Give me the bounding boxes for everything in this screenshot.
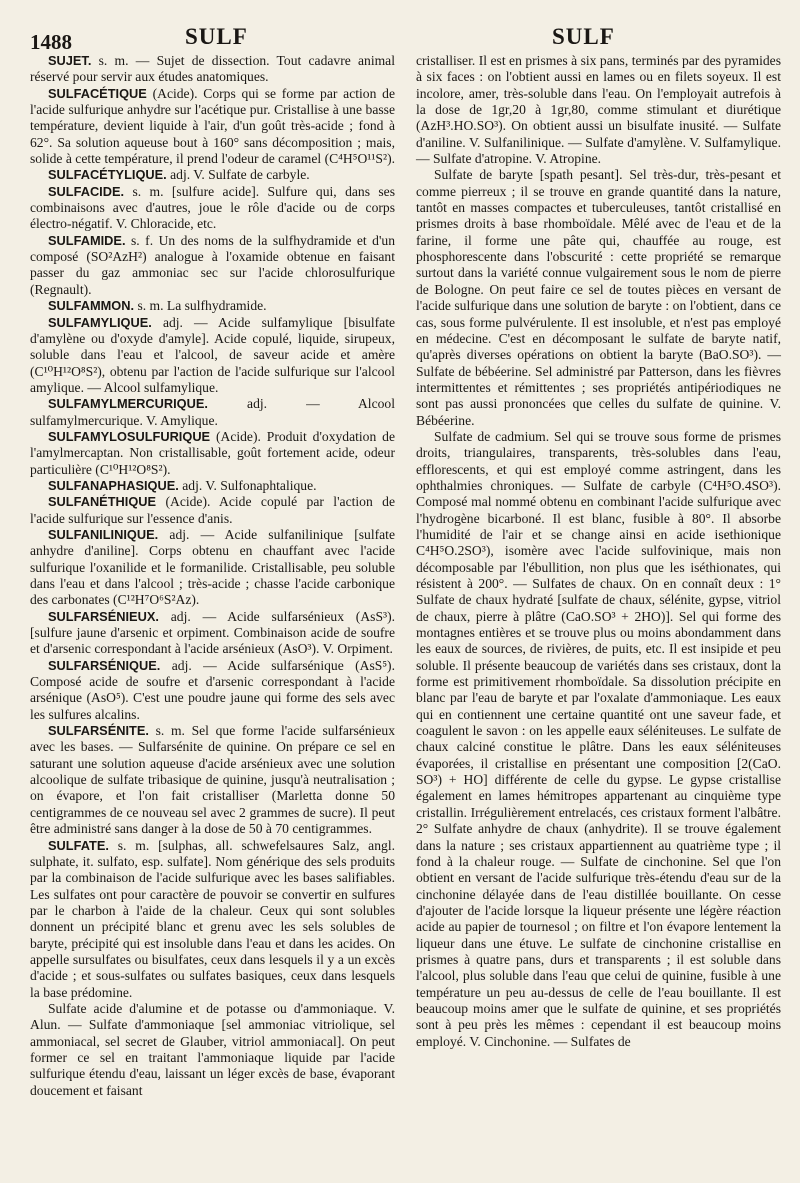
running-head-right: SULF bbox=[552, 24, 615, 49]
entry-sulfamylmercurique: SULFAMYLMERCURIQUE. adj. — Alcool sulfamylmercurique. V. Amylique. bbox=[30, 396, 395, 428]
entry-sulfamide: SULFAMIDE. s. f. Un des noms de la sulfhydramide et d'un composé (SO²AzH²) analogue à l'oxamide obtenue en faisant passer du gaz ammoniac sec sur l'acide chlorosulfurique (Regnault). bbox=[30, 232, 395, 297]
page-number: 1488 bbox=[30, 30, 72, 54]
para-sulfate-cadmium: Sulfate de cadmium. Sel qui se trouve sous forme de prismes droits, triangulaires, transparents, très-solubles dans l'eau, efflorescents, et qui est employé comme astringent, dans les ophthalmies chroniques. — Sulfate de carbyle (C⁴H⁵O.4SO³). Composé mal nommé obtenu en combinant l'acide sulfurique avec l'hydrogène bicarboné. Il est blanc, fusible à 80°. Il absorbe l'humidité de l'air et se change ainsi en acide isethionique C⁴H⁵O.2SO³), isomère avec l'acide sulfovinique, mais non décomposable par l'ébullition, non plus que les iséthionates, qui résistent à 200°. — Sulfates de chaux. On en connaît deux : 1° Sulfate de chaux hydraté [sulfate de chaux, sélénite, gypse, vitriol de chaux, pierre à plâtre (CaO.SO³ + 2HO)]. Sel qui forme des montagnes entières et se trouve plus ou moins abondamment dans les eaux de sources, de rivières, de puits, etc. Il est insipide et peu soluble. Il présente beaucoup de variétés dans ses cristaux, dont la forme est primitivement rhomboïdale. Sa dissolution précipite en blanc par l'eau de baryte et par l'oxalate d'ammoniaque. Les eaux qui en contiennent une certaine quantité ont une saveur fade, et coagulent le savon : on les appelle eaux séléniteuses. Le sulfate de chaux calciné constitue le plâtre. Dans les eaux séléniteuses évaporées, il cristallise en présentant une composition [2(CaO. SO³) + HO] différente de celle du gypse. Le gypse cristallise également en lames hémitropes appartenant au cinquième type cristallin. Irrégulièrement entrelacés, ces cristaux forment l'albâtre. 2° Sulfate anhydre de chaux (anhydrite). Il se trouve également dans la nature ; ses cristaux appartiennent au quatrième type ; il fond à la chaleur rouge. — Sulfate de cinchonine. Sel que l'on obtient en versant de l'acide sulfurique très-étendu d'eau sur de la cinchonine délayée dans de l'eau distillée bouillante. On cesse d'ajouter de l'acide lorsque la liqueur présente une légère réaction acide au papier de tournesol ; on filtre et l'on évapore lentement la liqueur dans une étuve. Le sulfate de cinchonine cristallise en prismes à quatre pans, durs et transparents ; il est soluble dans l'alcool, plus soluble dans l'eau que celui de quinine, fusible à une température un peu au-dessus de celle de l'eau bouillante. Il est beaucoup moins amer que le sulfate de quinine, et ses propriétés sont à peu près les mêmes : cependant il est beaucoup moins employé. V. Cinchonine. — Sulfates de bbox=[416, 428, 781, 1049]
entry-sulfarsenieux: SULFARSÉNIEUX. adj. — Acide sulfarsénieux (AsS³). [sulfure jaune d'arsenic et orpiment. Combinaison acide de soufre et d'arsenic correspondant à l'acide arsénieux (AsO³). V. Orpiment. bbox=[30, 608, 395, 657]
entry-sulfammon: SULFAMMON. s. m. La sulfhydramide. bbox=[48, 298, 267, 314]
entry-sulfarsenite: SULFARSÉNITE. s. m. Sel que forme l'acide sulfarsénieux avec les bases. — Sulfarsénite de quinine. On prépare ce sel en saturant une solution aqueuse d'acide arsénieux avec une solution alcoolique de sulfate tribasique de quinine, jusqu'à neutralisation ; on évapore, et l'on fait cristalliser (Marletta donne 50 centigrammes de ce nouveau sel avec 2 grammes de sucre). Il peut être administré sans danger à la dose de 50 à 70 centigrammes. bbox=[30, 723, 395, 837]
entry-sulfacetique: SULFACÉTIQUE (Acide). Corps qui se forme par action de l'acide sulfurique anhydre sur l'acétique pur. Cristallise à une basse température, devient liquide à l'air, d'un goût très-acide ; fond à 62°. Sa solution aqueuse bout à 160° sans décomposition ; mais, solide à cette température, il prend l'odeur de caramel (C⁴H⁵O¹¹S²). bbox=[30, 85, 395, 167]
entry-sulfamylosulfurique: SULFAMYLOSULFURIQUE (Acide). Produit d'oxydation de l'amylmercaptan. Non cristallisable, goût fortement acide, odeur particulière (C¹⁰H¹²O⁸S²). bbox=[30, 428, 395, 477]
entry-sulfamylique: SULFAMYLIQUE. adj. — Acide sulfamylique [bisulfate d'amylène ou d'oxyde d'amyle]. Acide copulé, liquide, sirupeux, soluble dans l'eau et l'alcool, de saveur acide et amère (C¹⁰H¹²O⁸S²), obtenu par l'action de l'acide sulfurique sur l'alcool amylique. — Alcool sulfamylique. bbox=[30, 314, 395, 395]
entry-sujet: SUJET. s. m. — Sujet de dissection. Tout cadavre animal réservé pour servir aux études anatomiques. bbox=[30, 53, 395, 85]
entry-sulfarsenique: SULFARSÉNIQUE. adj. — Acide sulfarsénique (AsS⁵). Composé acide de soufre et d'arsenic correspondant à l'acide arsénique (AsO⁵). C'est une poudre jaune qui forme des sels avec les sulfures alcalins. bbox=[30, 657, 395, 722]
entry-sulfacide: SULFACIDE. s. m. [sulfure acide]. Sulfure qui, dans ses combinaisons avec d'autres, joue le rôle d'acide ou de corps électro-négatif. V. Chloracide, etc. bbox=[30, 183, 395, 232]
para-continuation: cristalliser. Il est en prismes à six pans, terminés par des pyramides à six faces : on l'obtient aussi en lames ou en filets soyeux. Il est incolore, amer, très-soluble dans l'eau. On l'employait autrefois à la dose de 1gr,20 à 1gr,80, comme stimulant et diurétique (AzH³.HO.SO³). On obtient aussi un bisulfate inusité. — Sulfate d'aniline. V. Sulfanilinique. — Sulfate d'amylène. V. Sulfamylique. — Sulfate d'atropine. V. Atropine. bbox=[416, 53, 781, 167]
entry-sulfate-alumine: Sulfate acide d'alumine et de potasse ou d'ammoniaque. V. Alun. — Sulfate d'ammoniaque [sel ammoniac vitriolique, sel ammoniacal, sel secret de Glauber, vitriol ammoniacal]. On peut former ce sel en traitant l'ammoniaque liquide par l'acide sulfurique étendu d'eau, laissant un léger excès de base, évaporant doucement et faisant bbox=[30, 1000, 395, 1098]
entry-sulfacetylique: SULFACÉTYLIQUE. adj. V. Sulfate de carbyle. bbox=[48, 167, 310, 183]
entry-sulfanilinique: SULFANILINIQUE. adj. — Acide sulfanilinique [sulfate anhydre d'aniline]. Corps obtenu en chauffant avec l'acide sulfurique l'oxanilide et le formanilide. Cristallisable, peu soluble dans l'eau et dans l'alcool ; très-acide ; chasse l'acide carbonique des carbonates (C¹²H⁷O⁶S²Az). bbox=[30, 526, 395, 608]
entry-sulfanethique: SULFANÉTHIQUE (Acide). Acide copulé par l'action de l'acide sulfurique sur l'essence d'anis. bbox=[30, 494, 395, 526]
entry-sulfanaphasique: SULFANAPHASIQUE. adj. V. Sulfonaphtalique. bbox=[48, 477, 317, 493]
left-column bbox=[30, 53, 395, 1099]
entry-sulfate: SULFATE. s. m. [sulphas, all. schwefelsaures Salz, angl. sulphate, it. sulfato, esp. sulfate]. Nom générique des sels produits par la combinaison de l'acide sulfurique avec les bases salifiables. Les sulfates ont pour caractère de pouvoir se convertir en sulfures par le charbon à l'aide de la chaleur. Ceux qui sont solubles donnent un précipité blanc et grenu avec les sels solubles de baryte, précipité qui est insoluble dans l'eau et dans les acides. On appelle sursulfates ou bisulfates, ceux dans lesquels il y a un excès d'acide ; et sous-sulfates ou sulfates basiques, ceux dans lesquels la base prédomine. bbox=[30, 837, 395, 1000]
right-column bbox=[416, 53, 781, 1050]
running-head-left: SULF bbox=[185, 24, 248, 49]
para-sulfate-baryte: Sulfate de baryte [spath pesant]. Sel très-dur, très-pesant et comme pierreux ; il se trouve en grande quantité dans la nature, tantôt en masses compactes et tuberculeuses, tantôt cristallisé en prismes droits à base rhomboïdale. Mêlé avec de l'eau et de la farine, il forme une pâte qui, chauffée au rouge, est phosphorescente dans l'obscurité : cette propriété se remarque surtout dans la variété connue vulgairement sous le nom de pierre de Bologne. On peut faire ce sel de toutes pièces en versant de l'acide sulfurique dans une solution de baryte : on l'obtient, dans ce cas, sous forme pulvérulente. Il est insoluble, et n'est pas employé en médecine. C'est en décomposant le sulfate de baryte natif, qu'après diverses opérations on obtient la baryte (BaO.SO³). — Sulfate de bébéerine. Sel administré par Patterson, dans les fièvres intermittentes et rémittentes ; ses propriétés antipériodiques ne sont pas aussi prononcées que celles du sulfate de quinine. V. Bébéerine. bbox=[416, 167, 781, 428]
